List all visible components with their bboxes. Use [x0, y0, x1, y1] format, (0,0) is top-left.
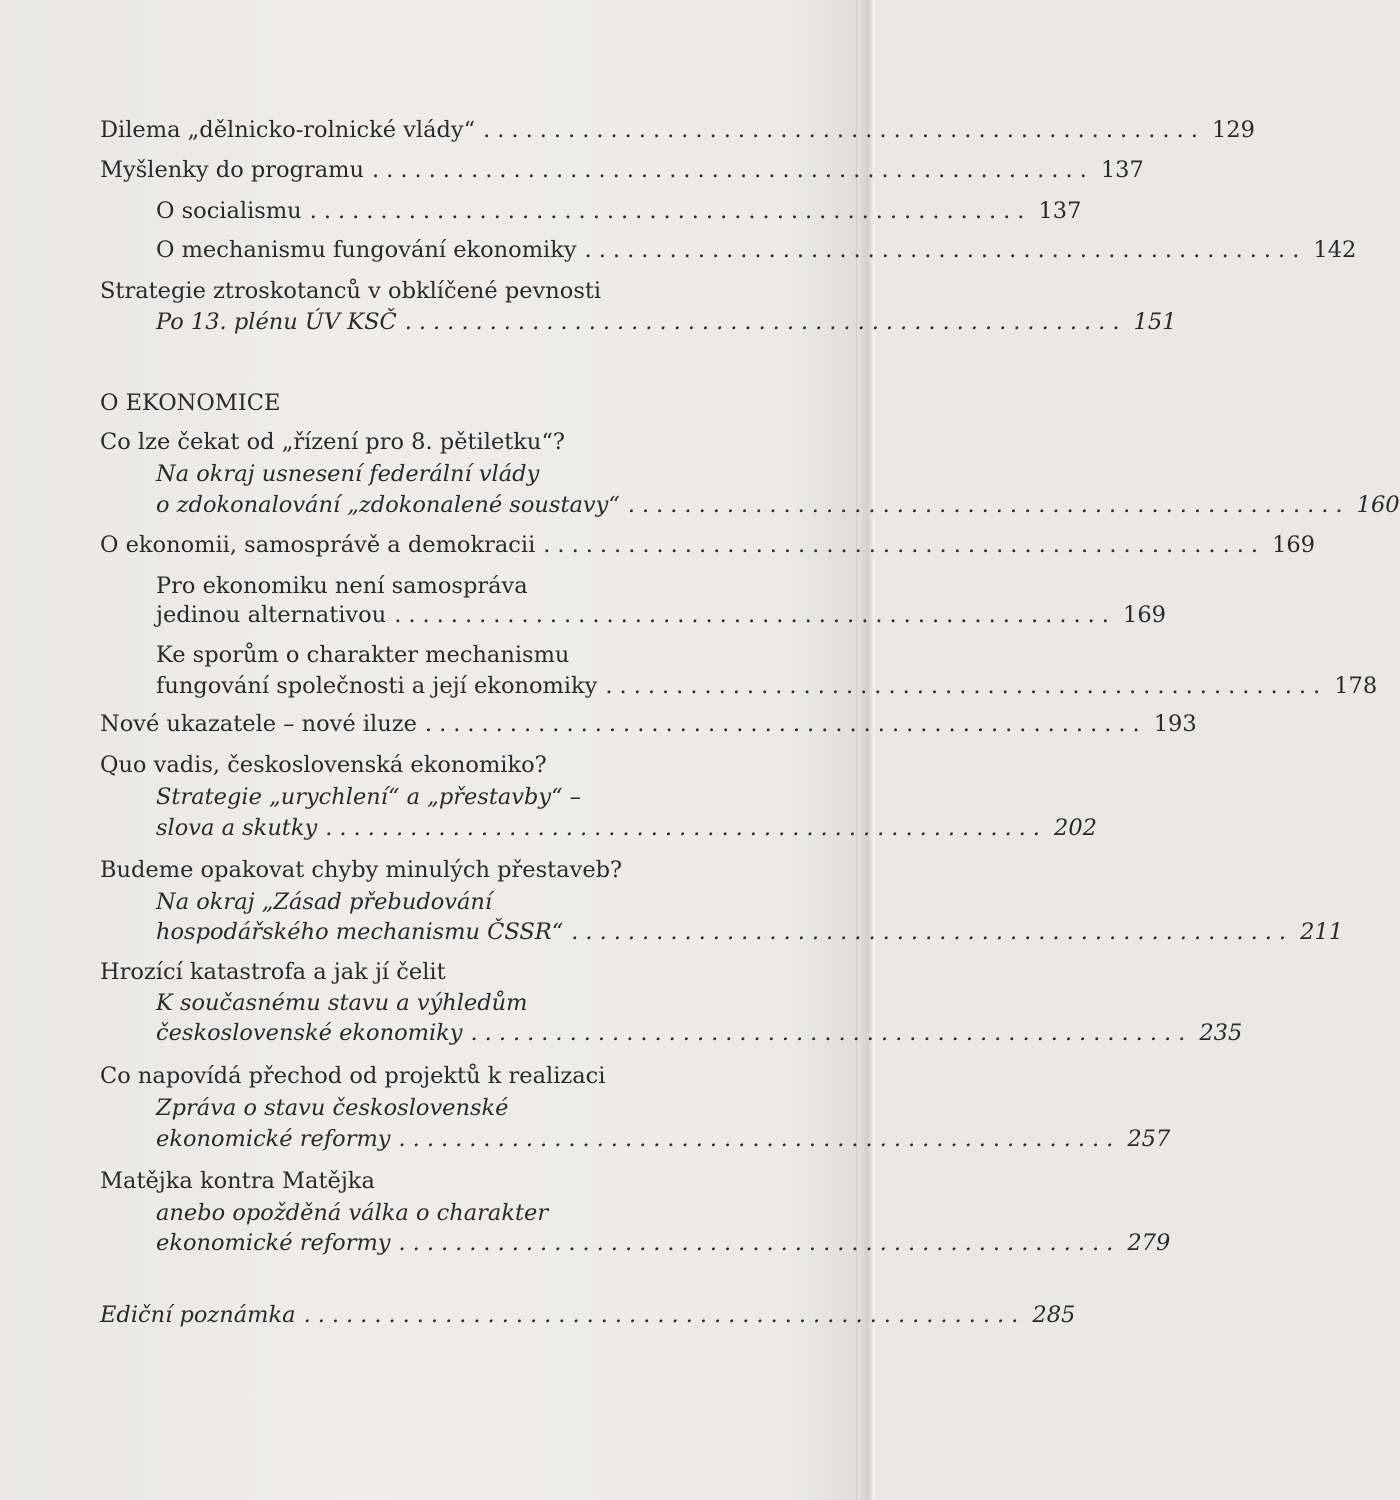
- toc-entry-title: Co napovídá přechod od projektů k realizaci: [100, 1063, 606, 1089]
- leader-dots: ...................................................: [470, 1020, 1193, 1046]
- toc-entry: [100, 955, 446, 989]
- toc-page-number: 211: [1300, 919, 1344, 945]
- leader-dots: ...................................................: [483, 117, 1205, 143]
- toc-subentry: [156, 457, 539, 491]
- leader-dots: ...................................................: [398, 1230, 1121, 1256]
- toc-entry-title: Co lze čekat od „řízení pro 8. pětiletku“?: [100, 429, 565, 455]
- toc-entry-title: slova a skutky: [156, 815, 318, 841]
- toc-entry: [100, 425, 565, 459]
- toc-entry-title: československé ekonomiky: [156, 1020, 463, 1046]
- leader-dots: ...................................................: [394, 602, 1116, 628]
- toc-subentry: [156, 1016, 1243, 1050]
- toc-subentry: [156, 885, 492, 919]
- leader-dots: ...................................................: [309, 198, 1032, 224]
- toc-entry-title: jedinou alternativou: [156, 602, 387, 628]
- toc-subentry: [156, 233, 1357, 267]
- toc-entry-title: Nové ukazatele – nové iluze: [100, 711, 417, 737]
- toc-entry-title: Ke sporům o charakter mechanismu: [156, 642, 570, 668]
- toc-subentry: [156, 598, 1166, 632]
- toc-entry-title: Na okraj usnesení federální vlády: [156, 461, 540, 487]
- toc-entry-title: K současnému stavu a výhledům: [156, 990, 528, 1016]
- leader-dots: ...................................................: [571, 919, 1294, 945]
- toc-entry-title: Hrozící katastrofa a jak jí čelit: [100, 959, 446, 985]
- toc-page-number: 285: [1032, 1302, 1076, 1328]
- toc-entry-title: Myšlenky do programu: [100, 157, 365, 183]
- toc-entry-title: Zpráva o stavu československé: [156, 1095, 509, 1121]
- toc-entry-title: Dilema „dělnicko-rolnické vlády“: [100, 117, 476, 143]
- leader-dots: ...................................................: [584, 237, 1307, 263]
- leader-dots: ...................................................: [543, 532, 1266, 558]
- toc-page-number: 160: [1356, 492, 1400, 518]
- toc-entry-title: ekonomické reformy: [156, 1126, 391, 1152]
- toc-entry-title: fungování společnosti a její ekonomiky: [156, 673, 598, 699]
- toc-page-number: 169: [1123, 602, 1166, 628]
- toc-entry-title: Ediční poznámka: [100, 1302, 296, 1328]
- toc-page-number: 279: [1127, 1230, 1171, 1256]
- section-heading: [100, 386, 280, 420]
- toc-entry-title: Strategie ztroskotanců v obklíčené pevnosti: [100, 278, 602, 304]
- toc-page-number: 169: [1272, 532, 1316, 558]
- toc-subentry: [156, 638, 569, 672]
- leader-dots: ...................................................: [404, 309, 1127, 335]
- toc-entry: [100, 113, 1255, 147]
- toc-subentry: [156, 1091, 509, 1125]
- toc-page-number: 202: [1054, 815, 1097, 841]
- toc-subentry: [156, 915, 1344, 949]
- toc-entry-title: Pro ekonomiku není samospráva: [156, 573, 528, 599]
- toc-entry-title: Na okraj „Zásad přebudování: [156, 889, 493, 915]
- leader-dots: ...................................................: [372, 157, 1094, 183]
- toc-subentry: [156, 811, 1097, 845]
- leader-dots: ...................................................: [605, 673, 1328, 699]
- leader-dots: ...................................................: [424, 711, 1147, 737]
- leader-dots: ...................................................: [627, 492, 1350, 518]
- toc-entry-title: Po 13. plénu ÚV KSČ: [156, 309, 397, 335]
- toc-entry-title: anebo opožděná válka o charakter: [156, 1200, 549, 1226]
- toc-subentry: [156, 194, 1082, 228]
- leader-dots: ...................................................: [303, 1302, 1026, 1328]
- toc-page-number: 129: [1211, 117, 1255, 143]
- toc-entry-title: Strategie „urychlení“ a „přestavby“ –: [156, 784, 582, 810]
- toc-page-number: 178: [1334, 673, 1378, 699]
- toc-entry-title: o zdokonalování „zdokonalené soustavy“: [156, 492, 620, 518]
- toc-entry-title: ekonomické reformy: [156, 1230, 391, 1256]
- toc-entry: [100, 707, 1197, 741]
- leader-dots: ...................................................: [398, 1126, 1121, 1152]
- toc-subentry: [156, 488, 1400, 522]
- toc-page-number: 193: [1153, 711, 1197, 737]
- toc-subentry: [156, 1122, 1171, 1156]
- toc-entry-title: O ekonomii, samosprávě a demokracii: [100, 532, 536, 558]
- toc-entry-title: Quo vadis, československá ekonomiko?: [100, 752, 547, 778]
- toc-entry: [100, 853, 622, 887]
- toc-entry: [100, 153, 1144, 187]
- leader-dots: ...................................................: [325, 815, 1047, 841]
- toc-page-number: 142: [1313, 237, 1357, 263]
- toc-entry: [100, 528, 1316, 562]
- toc-page-number: 151: [1133, 309, 1177, 335]
- section-heading-text: O EKONOMICE: [100, 390, 281, 416]
- toc-subentry: [156, 305, 1177, 339]
- toc-subentry: [156, 1196, 548, 1230]
- toc-entry-title: hospodářského mechanismu ČSSR“: [156, 919, 564, 945]
- toc-entry: [100, 1059, 605, 1093]
- toc-subentry: [156, 669, 1378, 703]
- toc-page-number: 137: [1100, 157, 1144, 183]
- toc-subentry: [156, 1226, 1171, 1260]
- toc-subentry: [156, 780, 581, 814]
- toc-subentry: [156, 986, 527, 1020]
- toc-page-number: 257: [1127, 1126, 1171, 1152]
- toc-entry-title: Budeme opakovat chyby minulých přestaveb?: [100, 857, 623, 883]
- toc-entry: [100, 748, 547, 782]
- toc-page-number: 137: [1038, 198, 1082, 224]
- toc-entry-title: Matějka kontra Matějka: [100, 1168, 375, 1194]
- toc-entry-title: O mechanismu fungování ekonomiky: [156, 237, 577, 263]
- toc-entry: [100, 1298, 1076, 1332]
- toc-page-number: 235: [1199, 1020, 1243, 1046]
- toc-entry-title: O socialismu: [156, 198, 302, 224]
- toc-entry: [100, 1164, 375, 1198]
- toc-entry: [100, 274, 601, 308]
